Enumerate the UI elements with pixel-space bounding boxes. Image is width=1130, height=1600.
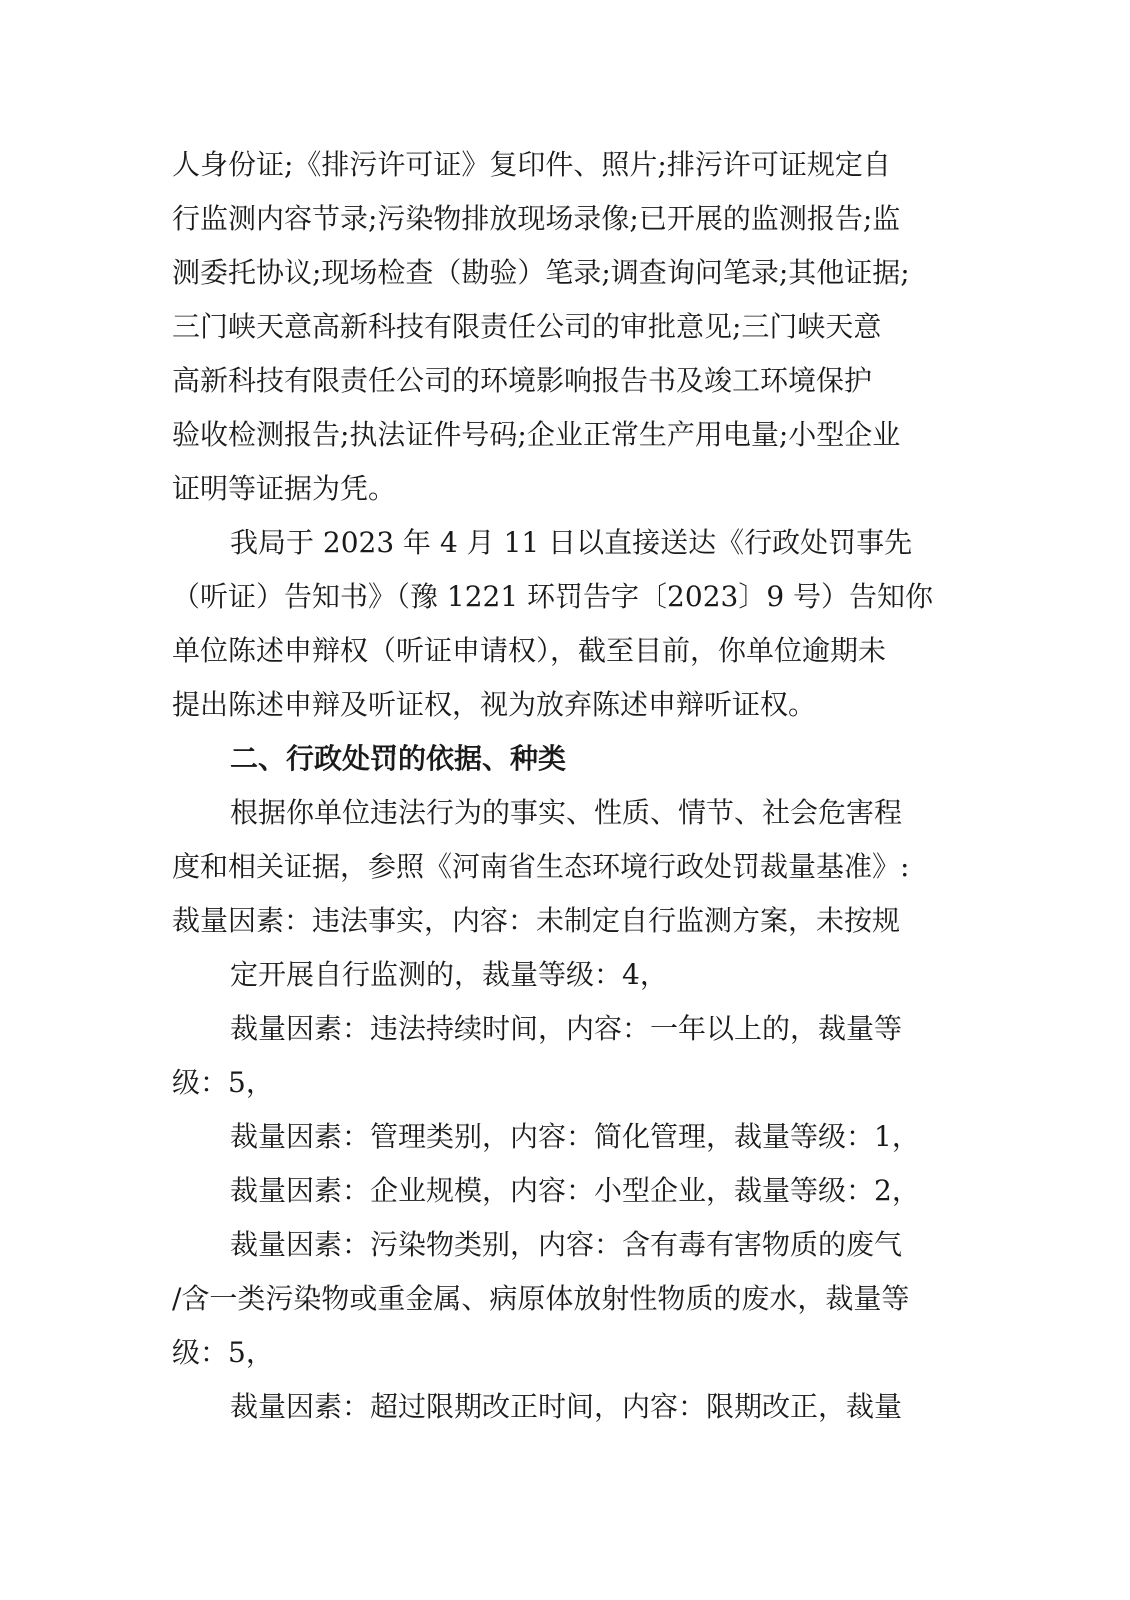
paragraph-line: 高新科技有限责任公司的环境影响报告书及竣工环境保护 <box>172 364 873 397</box>
paragraph-line: 度和相关证据，参照《河南省生态环境行政处罚裁量基准》: <box>172 850 910 883</box>
paragraph-line: 单位陈述申辩权（听证申请权），截至目前，你单位逾期未 <box>172 634 887 667</box>
paragraph-line: 根据你单位违法行为的事实、性质、情节、社会危害程 <box>230 796 903 829</box>
paragraph-line: 验收检测报告;执法证件号码;企业正常生产用电量;小型企业 <box>172 418 901 451</box>
paragraph-line: 证明等证据为凭。 <box>172 472 397 505</box>
paragraph-line: /含一类污染物或重金属、病原体放射性物质的废水，裁量等 <box>172 1282 910 1315</box>
paragraph-line: 行监测内容节录;污染物排放现场录像;已开展的监测报告;监 <box>172 202 901 235</box>
paragraph-line: 提出陈述申辩及听证权，视为放弃陈述申辩听证权。 <box>172 688 817 721</box>
paragraph-line: 裁量因素：违法事实，内容：未制定自行监测方案，未按规 <box>172 904 901 937</box>
paragraph-line: 裁量因素：违法持续时间，内容：一年以上的，裁量等 <box>230 1012 903 1045</box>
paragraph-line: 定开展自行监测的，裁量等级：4， <box>230 958 668 991</box>
paragraph-line: 裁量因素：污染物类别，内容：含有毒有害物质的废气 <box>230 1228 903 1261</box>
paragraph-line: 裁量因素：超过限期改正时间，内容：限期改正，裁量 <box>230 1390 903 1423</box>
paragraph-line: 级：5， <box>172 1336 274 1369</box>
paragraph-line: 裁量因素：企业规模，内容：小型企业，裁量等级：2， <box>230 1174 920 1207</box>
paragraph-line: 人身份证;《排污许可证》复印件、照片;排污许可证规定自 <box>172 148 891 181</box>
paragraph-line: （听证）告知书》（豫 1221 环罚告字〔2023〕9 号）告知你 <box>172 580 934 613</box>
paragraph-line: 裁量因素：管理类别，内容：简化管理，裁量等级：1， <box>230 1120 920 1153</box>
paragraph-line: 级：5， <box>172 1066 274 1099</box>
paragraph-line: 测委托协议;现场检查（勘验）笔录;调查询问笔录;其他证据; <box>172 256 910 289</box>
paragraph-line: 三门峡天意高新科技有限责任公司的审批意见;三门峡天意 <box>172 310 882 343</box>
paragraph-line: 我局于 2023 年 4 月 11 日以直接送达《行政处罚事先 <box>230 526 913 559</box>
section-heading: 二、行政处罚的依据、种类 <box>230 742 567 775</box>
